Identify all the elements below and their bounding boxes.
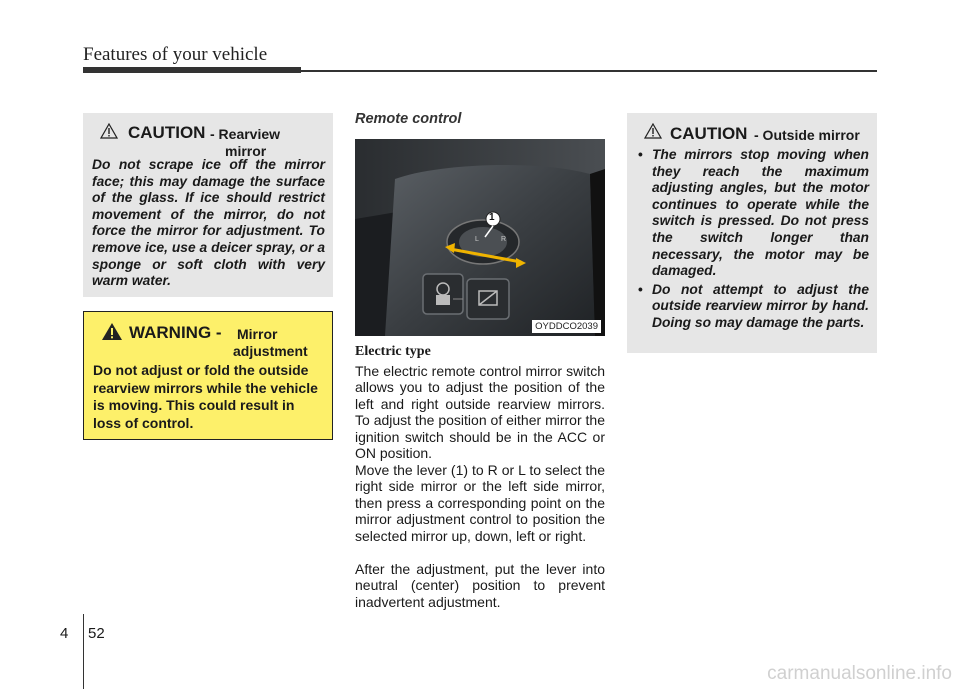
header-rule-thick	[83, 67, 301, 73]
photo-caption: OYDDCO2039	[532, 320, 601, 333]
page-header-title: Features of your vehicle	[83, 44, 268, 65]
caution-outside-bullet-2: Do not attempt to adjust the outside rearview mirror by hand. Doing so may damage the parts.	[652, 281, 869, 330]
caution-rearview-subtitle-1: - Rearview	[210, 126, 281, 142]
warning-mirror-subtitle-1: Mirror	[237, 326, 278, 342]
caution-rearview-header	[92, 121, 325, 157]
header-rule-thin	[301, 70, 877, 72]
mirror-switch-illustration	[355, 139, 605, 336]
remote-control-paragraph-3: After the adjustment, put the lever into neutral (center) position to prevent inadvertent adjustment.	[355, 561, 605, 610]
warning-mirror-label: WARNING -	[129, 323, 222, 342]
svg-text:L: L	[475, 236, 479, 243]
svg-text:R: R	[501, 236, 507, 243]
caution-rearview-subtitle-2: mirror	[225, 143, 267, 159]
warning-mirror-body: Do not adjust or fold the outside rearview mirrors while the vehicle is moving. This could result in loss of control.	[93, 362, 318, 431]
caution-outside-box	[627, 113, 877, 353]
warning-mirror-subtitle-2: adjustment	[233, 343, 308, 359]
caution-rearview-box	[83, 113, 333, 297]
watermark-text: carmanualsonline.info	[767, 663, 952, 684]
list-item	[636, 147, 869, 280]
warning-mirror-header	[93, 320, 324, 359]
warning-filled-triangle-icon	[101, 322, 123, 341]
bullet-icon: •	[638, 147, 643, 162]
caution-rearview-label: CAUTION	[128, 123, 206, 142]
remote-control-paragraph-2: Move the lever (1) to R or L to select the right side mirror or the left side mirror, then press a corresponding point on the mirror adjustment control to position the selected mirror up, down, left or right.	[355, 462, 605, 544]
footer-chapter-number: 4	[60, 625, 69, 642]
caution-rearview-body: Do not scrape ice off the mirror face; this may damage the surface of the glass. If ice should restrict movement of the mirror, do not force the mirror for adjustment. To remove ice, use a deicer spray, or a sponge or soft cloth with very warm water.	[92, 157, 325, 289]
warning-triangle-icon	[100, 123, 118, 139]
remote-control-paragraph-1: The electric remote control mirror switch allows you to adjust the position of the left and right outside rearview mirrors. To adjust the position of either mirror the ignition switch should be in the ACC or ON position.	[355, 363, 605, 462]
caution-outside-subtitle: - Outside mirror	[754, 127, 860, 143]
caution-outside-label: CAUTION	[670, 124, 748, 143]
list-item	[636, 282, 869, 332]
caution-outside-list	[636, 147, 869, 332]
bullet-icon: •	[638, 281, 643, 297]
footer-divider	[83, 614, 84, 689]
caution-outside-header	[636, 121, 869, 147]
caution-outside-bullet-1: The mirrors stop moving when they reach the maximum adjusting angles, but the motor continues to operate while the switch is pressed. Do not press the switch longer than necessary, the motor may be damaged.	[652, 147, 869, 279]
warning-mirror-box	[83, 311, 333, 440]
warning-triangle-icon	[644, 123, 662, 139]
callout-number: 1	[489, 212, 495, 223]
electric-type-heading: Electric type	[355, 344, 431, 359]
footer-page-number: 52	[88, 625, 105, 642]
remote-control-title: Remote control	[355, 111, 462, 127]
mirror-switch-photo	[355, 139, 605, 336]
